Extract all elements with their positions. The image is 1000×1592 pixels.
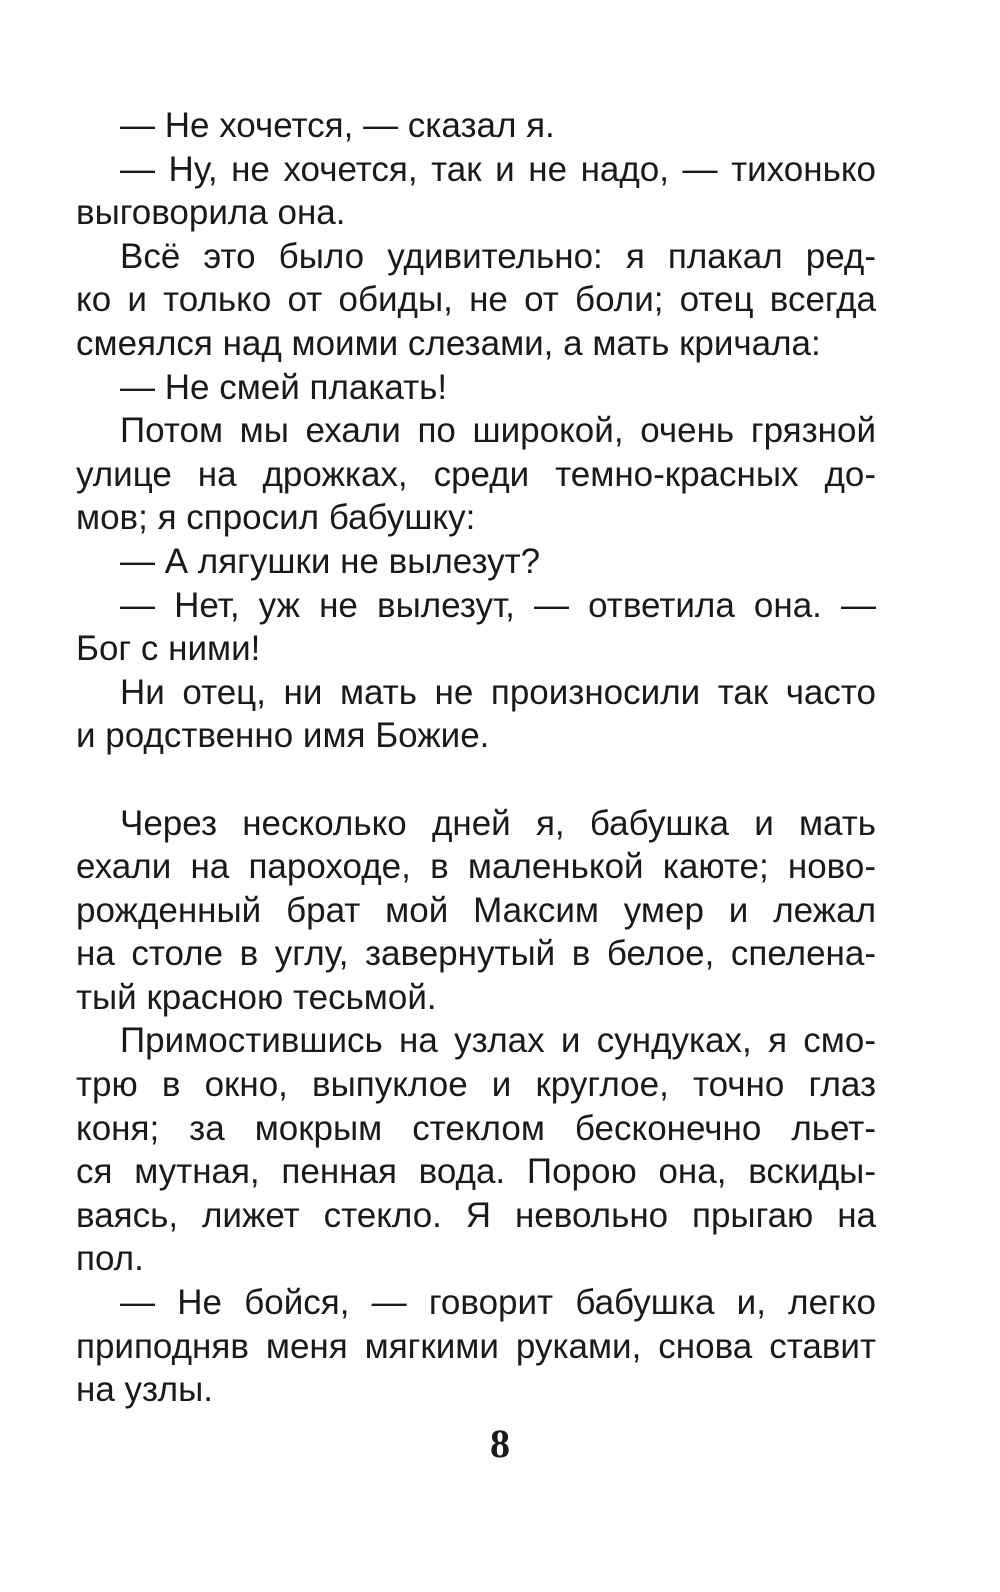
text-line: ехали на пароходе, в маленькой каюте; ново- (76, 847, 876, 887)
text-line: Ни отец, ни мать не произносили так часто (120, 672, 876, 712)
text-line: смеялся над моими слезами, а мать кричала: (76, 323, 821, 363)
text-line: и родственно имя Божие. (76, 716, 490, 756)
text-line: — Ну, не хочется, так и не надо, — тихонько (120, 149, 876, 189)
text-line: ся мутная, пенная вода. Порою она, вскиды- (76, 1152, 876, 1192)
page-text (76, 104, 876, 1412)
text-line: на узлы. (76, 1370, 213, 1410)
text-line: — Не бойся, — говорит бабушка и, легко (120, 1283, 876, 1323)
text-line: мов; я спросил бабушку: (76, 498, 476, 538)
text-line: — Не смей плакать! (120, 367, 448, 407)
text-line: трю в окно, выпуклое и круглое, точно глаз (76, 1065, 876, 1105)
text-line: улице на дрожках, среди темно-красных до- (76, 454, 876, 494)
text-line: выговорила она. (76, 193, 346, 233)
text-line: — Нет, уж не вылезут, — ответила она. — (120, 585, 876, 625)
text-line: пол. (76, 1239, 144, 1279)
text-line: — А лягушки не вылезут? (120, 541, 541, 581)
text-line: на столе в углу, завернутый в белое, спелена- (76, 934, 876, 974)
text-line: Бог с ними! (76, 629, 261, 669)
paragraph-gap (76, 758, 876, 802)
page-number: 8 (490, 1421, 510, 1466)
text-line: Примостившись на узлах и сундуках, я смо- (120, 1021, 876, 1061)
text-line: приподняв меня мягкими руками, снова ставит (76, 1326, 876, 1366)
text-line: Потом мы ехали по широкой, очень грязной (120, 411, 876, 451)
text-line: Через несколько дней я, бабушка и мать (120, 803, 876, 843)
text-line: — Не хочется, — сказал я. (120, 106, 555, 145)
text-line: Всё это было удивительно: я плакал ред- (120, 236, 876, 276)
text-line: ваясь, лижет стекло. Я невольно прыгаю на (76, 1195, 876, 1235)
text-line: ко и только от обиды, не от боли; отец всегда (76, 280, 876, 320)
text-line: тый красною тесьмой. (76, 977, 437, 1017)
text-line: рожденный брат мой Максим умер и лежал (76, 890, 876, 930)
text-line: коня; за мокрым стеклом бесконечно льет- (76, 1108, 876, 1148)
